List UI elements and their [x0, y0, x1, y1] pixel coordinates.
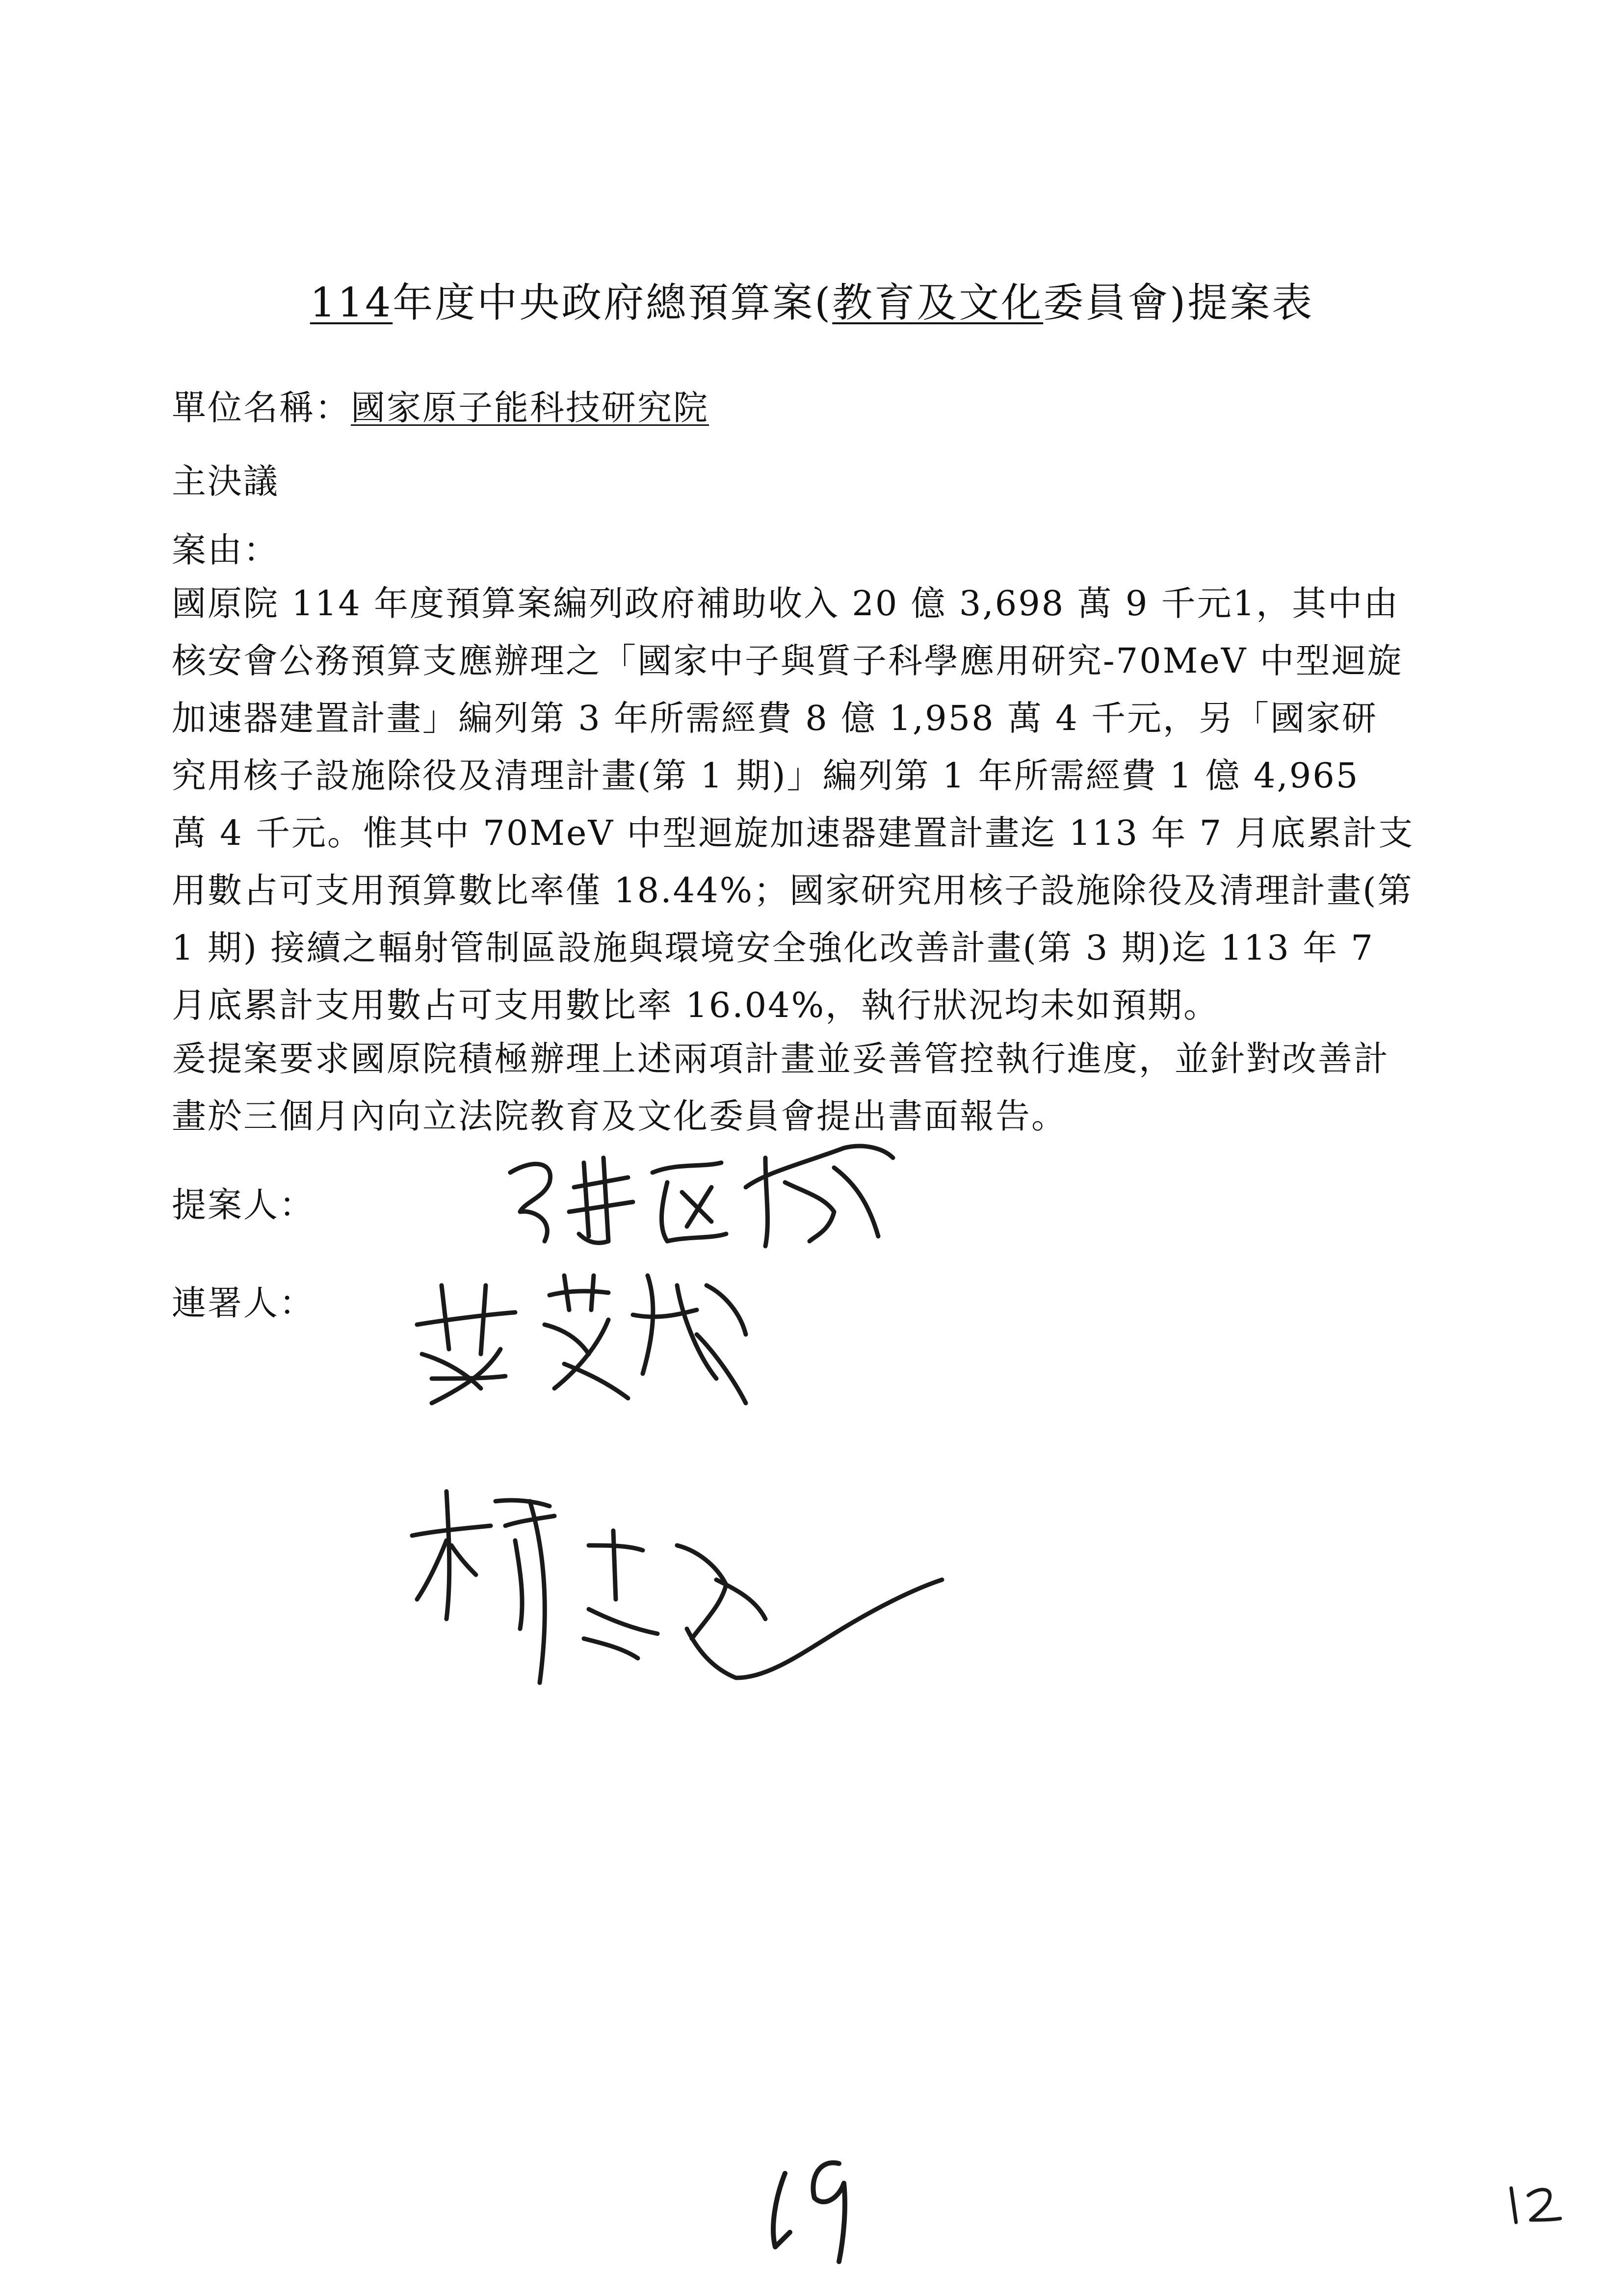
cosigner-label: 連署人：: [172, 1283, 315, 1323]
unit-label: 單位名稱：: [172, 388, 351, 428]
request-body: [172, 1030, 1482, 1145]
cosigner-signature-2: [402, 1472, 952, 1727]
proposer-signature: [491, 1128, 932, 1256]
request-line: 爰提案要求國原院積極辦理上述兩項計畫並妥善管控執行進度，並針對改善計: [172, 1039, 1389, 1079]
body-line: 國原院 114 年度預算案編列政府補助收入 20 億 3,698 萬 9 千元1，其中由: [172, 583, 1400, 624]
proposer-label: 提案人：: [172, 1185, 315, 1225]
body-line: 1 期) 接續之輻射管制區設施與環境安全強化改善計畫(第 3 期)迄 113 年 7: [172, 928, 1374, 968]
body-line: 萬 4 千元。惟其中 70MeV 中型迴旋加速器建置計畫迄 113 年 7 月底累計支: [172, 813, 1414, 853]
body-line: 核安會公務預算支應辦理之「國家中子與質子科學應用研究-70MeV 中型迴旋: [172, 641, 1403, 681]
title-year: 114: [310, 280, 393, 326]
page-title: [0, 271, 1624, 328]
resolution-type: 主決議: [172, 461, 279, 501]
body-line: 加速器建置計畫」編列第 3 年所需經費 8 億 1,958 萬 4 千元，另「國家研: [172, 698, 1378, 738]
title-committee: 教育及文化: [832, 280, 1044, 326]
request-line: 畫於三個月內向立法院教育及文化委員會提出書面報告。: [172, 1096, 1067, 1136]
body-line: 用數占可支用預算數比率僅 18.44%；國家研究用核子設施除役及清理計畫(第: [172, 870, 1414, 911]
cosigner-signature-1: [402, 1256, 775, 1413]
unit-row: [172, 380, 709, 430]
body-line: 月底累計支用數占可支用數比率 16.04%，執行狀況均未如預期。: [172, 985, 1220, 1025]
body-line: 究用核子設施除役及清理計畫(第 1 期)」編列第 1 年所需經費 1 億 4,965: [172, 756, 1360, 796]
case-body: [172, 575, 1482, 1034]
title-mid: 年度中央政府總預算案(: [393, 280, 833, 326]
case-label: 案由：: [172, 530, 279, 570]
title-end: 委員會)提案表: [1043, 280, 1314, 326]
unit-name: 國家原子能科技研究院: [351, 388, 709, 428]
